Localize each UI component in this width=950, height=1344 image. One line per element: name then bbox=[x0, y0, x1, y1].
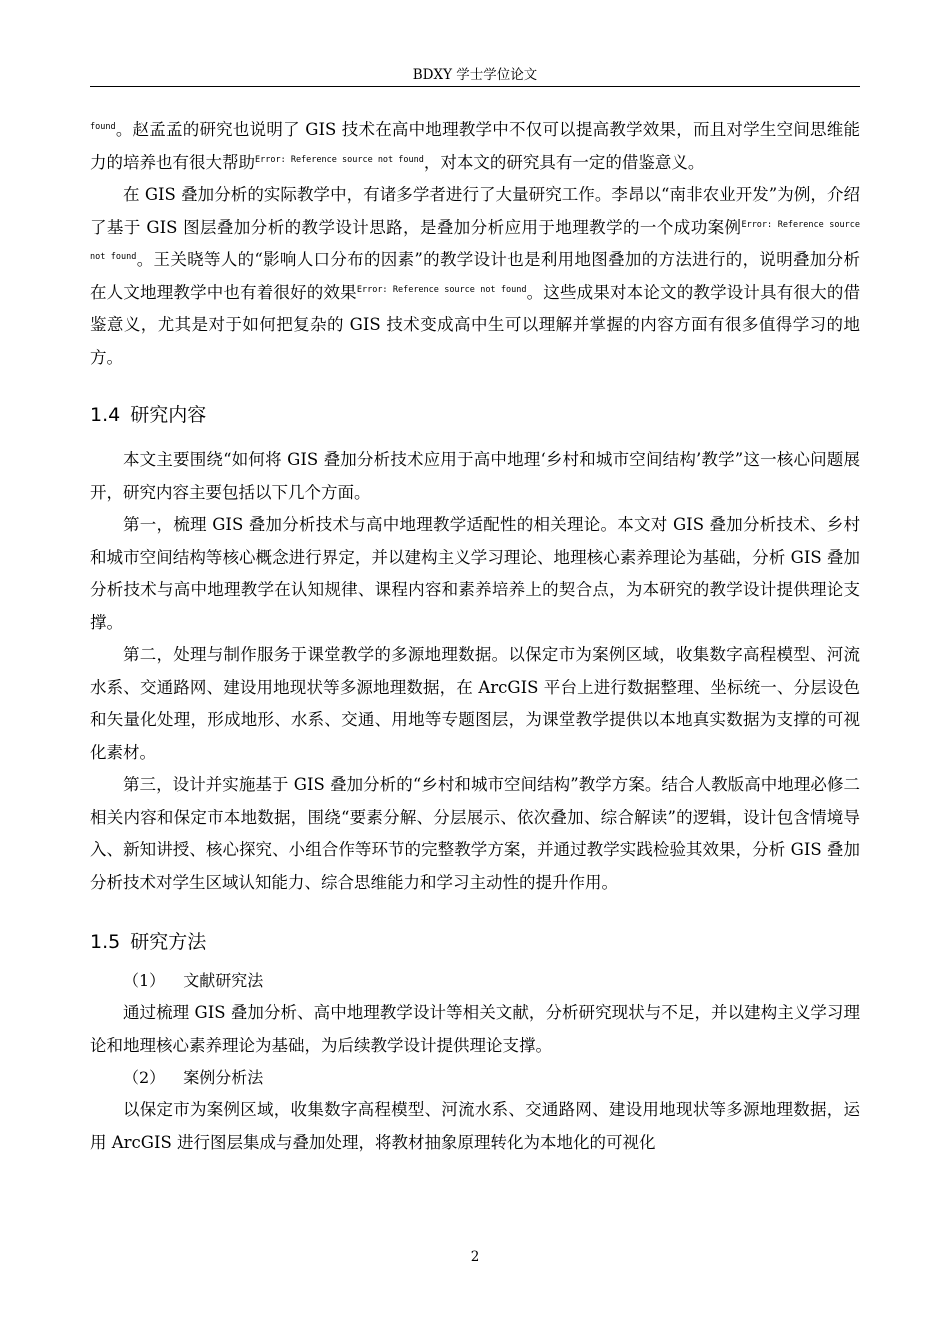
reference-error-note: Error: Reference source not found bbox=[255, 154, 424, 165]
section-heading-research-content bbox=[90, 400, 860, 430]
method-item-label: 案例分析法 bbox=[183, 1068, 264, 1087]
method-item-number: （1） bbox=[123, 971, 166, 990]
paragraph-text: ，对本文的研究具有一定的借鉴意义。 bbox=[423, 152, 705, 172]
paragraph: 第一，梳理 GIS 叠加分析技术与高中地理教学适配性的相关理论。本文对 GIS 叠加分析技术、乡村和城市空间结构等核心概念进行界定，并以建构主义学习理论、地理核心素养理论为基础，分析 GIS 叠加分析技术与高中地理教学在认知规律、课程内容和素养培养上的契合点，为本研究的教学设计提供理论支撑。 bbox=[90, 515, 860, 632]
method-item-heading bbox=[90, 1062, 860, 1094]
paragraph: 第三，设计并实施基于 GIS 叠加分析的“乡村和城市空间结构”教学方案。结合人教版高中地理必修二相关内容和保定市本地数据，围绕“要素分解、分层展示、依次叠加、综合解读”的逻辑，设计包含情境导入、新知讲授、核心探究、小组合作等环节的完整教学方案，并通过教学实践检验其效果，分析 GIS 叠加分析技术对学生区域认知能力、综合思维能力和学习主动性的提升作用。 bbox=[90, 775, 860, 892]
page-number: 2 bbox=[470, 1249, 480, 1265]
reference-error-note: Error: Reference source not found bbox=[90, 219, 860, 262]
paragraph: 以保定市为案例区域，收集数字高程模型、河流水系、交通路网、建设用地现状等多源地理数据，运用 ArcGIS 进行图层集成与叠加处理，将教材抽象原理转化为本地化的可视化 bbox=[90, 1100, 860, 1152]
method-item-number: （2） bbox=[123, 1068, 166, 1087]
section-heading-research-methods bbox=[90, 927, 860, 957]
paragraph: 本文主要围绕“如何将 GIS 叠加分析技术应用于高中地理‘乡村和城市空间结构’教学”这一核心问题展开，研究内容主要包括以下几个方面。 bbox=[90, 450, 860, 502]
paragraph: 第二，处理与制作服务于课堂教学的多源地理数据。以保定市为案例区域，收集数字高程模型、河流水系、交通路网、建设用地现状等多源地理数据，在 ArcGIS 平台上进行数据整理、坐标统一、分层设色和矢量化处理，形成地形、水系、交通、用地等专题图层，为课堂教学提供以本地真实数据为支撑的可视化素材。 bbox=[90, 645, 860, 762]
paragraph-text: 。这些成果对本论文的教学设计具有很大的借鉴意义，尤其是对于如何把复杂的 GIS 技术变成高中生可以理解并掌握的内容方面有很多值得学习的地方。 bbox=[90, 282, 860, 367]
section-number: 1.5 bbox=[90, 931, 121, 953]
reference-error-note: found bbox=[90, 122, 116, 132]
thesis-page bbox=[90, 0, 860, 1344]
section-title: 研究方法 bbox=[130, 931, 207, 953]
section-title: 研究内容 bbox=[130, 404, 207, 426]
paragraph-text: 在 GIS 叠加分析的实际教学中，有诸多学者进行了大量研究工作。李昂以“南非农业开发”为例，介绍了基于 GIS 图层叠加分析的教学设计思路，是叠加分析应用于地理教学的一个成功案例 bbox=[90, 185, 860, 237]
paragraph-text: 。赵孟孟的研究也说明了 GIS 技术在高中地理教学中不仅可以提高教学效果，而且对学生空间思维能力的培养也有很大帮助 bbox=[90, 120, 860, 172]
paragraph-continued bbox=[90, 114, 860, 179]
paragraph: 通过梳理 GIS 叠加分析、高中地理教学设计等相关文献，分析研究现状与不足，并以建构主义学习理论和地理核心素养理论为基础，为后续教学设计提供理论支撑。 bbox=[90, 1003, 860, 1055]
method-item-label: 文献研究法 bbox=[183, 971, 264, 990]
body-text bbox=[90, 114, 860, 1159]
header-rule bbox=[90, 86, 860, 87]
paragraph-text: 。王关晓等人的“影响人口分布的因素”的教学设计也是利用地图叠加的方法进行的，说明叠加分析在人文地理教学中也有着很好的效果 bbox=[90, 250, 860, 302]
method-item-heading bbox=[90, 965, 860, 997]
reference-error-note: Error: Reference source not found bbox=[356, 284, 527, 295]
paragraph-overlay-teaching bbox=[90, 179, 860, 374]
section-number: 1.4 bbox=[90, 404, 121, 426]
running-header: BDXY 学士学位论文 bbox=[412, 67, 538, 83]
